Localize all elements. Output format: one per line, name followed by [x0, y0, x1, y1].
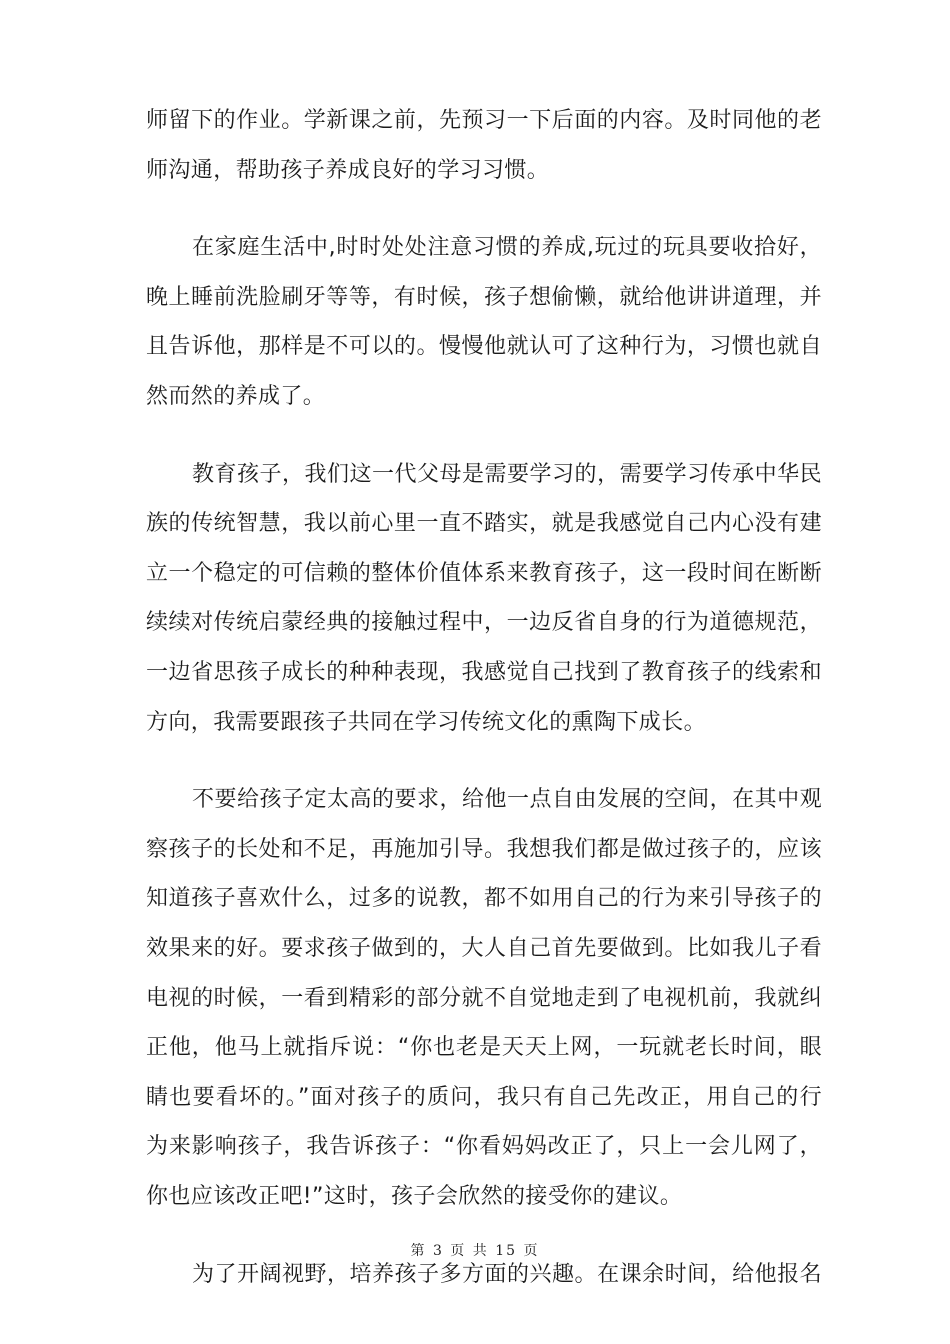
text-line: 师沟通，帮助孩子养成良好的学习习惯。	[146, 158, 550, 183]
text-line: 在家庭生活中,时时处处注意习惯的养成,玩过的玩具要收拾好，	[192, 235, 822, 260]
text-line: 察孩子的长处和不足，再施加引导。我想我们都是做过孩子的，应该	[146, 837, 822, 862]
text-line: 为来影响孩子，我告诉孩子：“你看妈妈改正了，只上一会儿网了，	[146, 1134, 822, 1159]
text-line: 电视的时候，一看到精彩的部分就不自觉地走到了电视机前，我就纠	[146, 986, 822, 1011]
text-line: 效果来的好。要求孩子做到的，大人自己首先要做到。比如我儿子看	[146, 936, 822, 961]
text-line: 师留下的作业。学新课之前，先预习一下后面的内容。及时同他的老	[146, 108, 822, 133]
text-line: 你也应该改正吧!”这时，孩子会欣然的接受你的建议。	[146, 1184, 683, 1209]
text-line: 睛也要看坏的。”面对孩子的质问，我只有自己先改正，用自己的行	[146, 1085, 822, 1110]
text-line: 不要给孩子定太高的要求，给他一点自由发展的空间，在其中观	[192, 787, 822, 812]
text-line: 晚上睡前洗脸刷牙等等，有时候，孩子想偷懒，就给他讲讲道理，并	[146, 285, 822, 310]
text-line: 族的传统智慧，我以前心里一直不踏实，就是我感觉自己内心没有建	[146, 511, 822, 536]
page-footer: 第 3 页 共 15 页	[410, 1243, 540, 1259]
text-line: 为了开阔视野，培养孩子多方面的兴趣。在课余时间，给他报名	[192, 1262, 822, 1287]
text-line: 一边省思孩子成长的种种表现，我感觉自己找到了教育孩子的线索和	[146, 660, 822, 685]
text-line: 知道孩子喜欢什么，过多的说教，都不如用自己的行为来引导孩子的	[146, 886, 822, 911]
text-line: 然而然的养成了。	[146, 384, 326, 409]
text-line: 正他，他马上就指斥说：“你也老是天天上网，一玩就老长时间，眼	[146, 1035, 822, 1060]
text-line: 续续对传统启蒙经典的接触过程中，一边反省自身的行为道德规范，	[146, 610, 822, 635]
text-line: 方向，我需要跟孩子共同在学习传统文化的熏陶下成长。	[146, 710, 707, 735]
text-line: 立一个稳定的可信赖的整体价值体系来教育孩子，这一段时间在断断	[146, 561, 822, 586]
text-line: 且告诉他，那样是不可以的。慢慢他就认可了这种行为，习惯也就自	[146, 334, 822, 359]
text-line: 教育孩子，我们这一代父母是需要学习的，需要学习传承中华民	[192, 462, 822, 487]
